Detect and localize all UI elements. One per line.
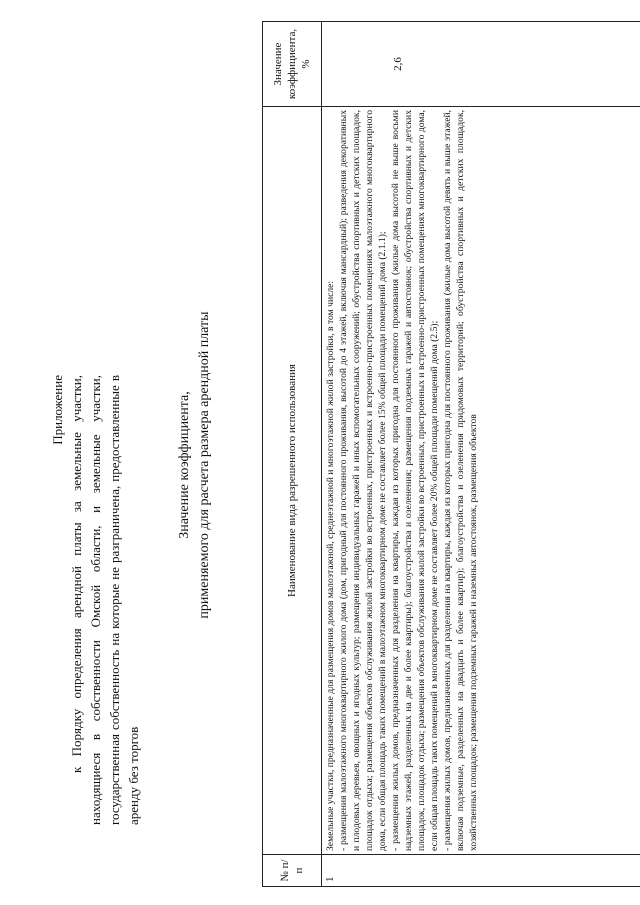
- header-num: № п/п: [263, 855, 322, 887]
- caption-line-2: применяемого для расчета размера арендной платы: [197, 311, 212, 619]
- description-paragraph: - размещения малоэтажного многоквартирного жилого дома (дом, пригодный для постоянного проживания, высотой до 4 этажей, включая мансардный); разведения декоративных и плодовых деревьев, овощных и ягодных культур; размещения индивидуальных гаражей и иных вспомогательных сооружений; обустройства спортивных и детских площадок, площадок отдыха; размещения объектов обслуживания жилой застройки во встроенных, пристроенных и встроенно-пристроенных помещениях малоэтажного многоквартирного дома, если общая площадь таких помещений в малоэтажном многоквартирном доме не составляет более 15% общей площади помещений дома (2.1.1);: [338, 110, 388, 851]
- appendix-block: [48, 375, 143, 825]
- header-name: Наименование вида разрешенного использования: [263, 107, 322, 855]
- caption-line-1: Значение коэффициента,: [177, 391, 192, 539]
- table-caption: [175, 205, 215, 725]
- description-paragraph: Земельные участки, предназначенные для размещения домов малоэтажной, среднеэтажной и многоэтажной жилой застройки, в том числе:: [325, 280, 336, 851]
- description-paragraph: - размещения жилых домов, предназначенных для разделения на квартиры, каждая из которых пригодна для постоянного проживания (жилые дома высотой девять и выше этажей, включая подземные, разделенных на двадцать и более квартир); благоустройства и озеленения придомовых территорий; обустройства спортивных и детских площадок, хозяйственных площадок; размещения подземных гаражей и наземных автостоянок, размещения объектов: [442, 110, 479, 851]
- appendix-text: к Порядку определения арендной платы за земельные участки, находящиеся в собственности Омской области, и земельные участки, государственная собственность на которые не разграничена, предоставленные в аренду без торгов: [69, 375, 141, 825]
- description-paragraph: - размещения жилых домов, предназначенных для разделения на квартиры, каждая из которых пригодна для постоянного проживания (жилые дома высотой не выше восьми надземных этажей, разделенных на две и более квартиры); благоустройства и озеленения; размещения подземных гаражей и автостоянок; обустройства спортивных и детских площадок, площадок отдыха; размещения объектов обслуживания жилой застройки во встроенных, пристроенных и встроенно-пристроенных помещениях многоквартирного дома, если общая площадь таких помещений в многоквартирном доме не составляет более 20% общей площади помещений дома (2.5);: [390, 110, 440, 851]
- coefficient-table: [262, 21, 640, 887]
- row-description: [322, 107, 640, 855]
- table-row: [322, 22, 640, 887]
- row-num: 1: [322, 855, 640, 887]
- row-value: 2,6: [322, 22, 640, 107]
- table-header-row: [263, 22, 322, 887]
- appendix-title: Приложение: [50, 375, 65, 445]
- header-value: Значение коэффициента, %: [263, 22, 322, 107]
